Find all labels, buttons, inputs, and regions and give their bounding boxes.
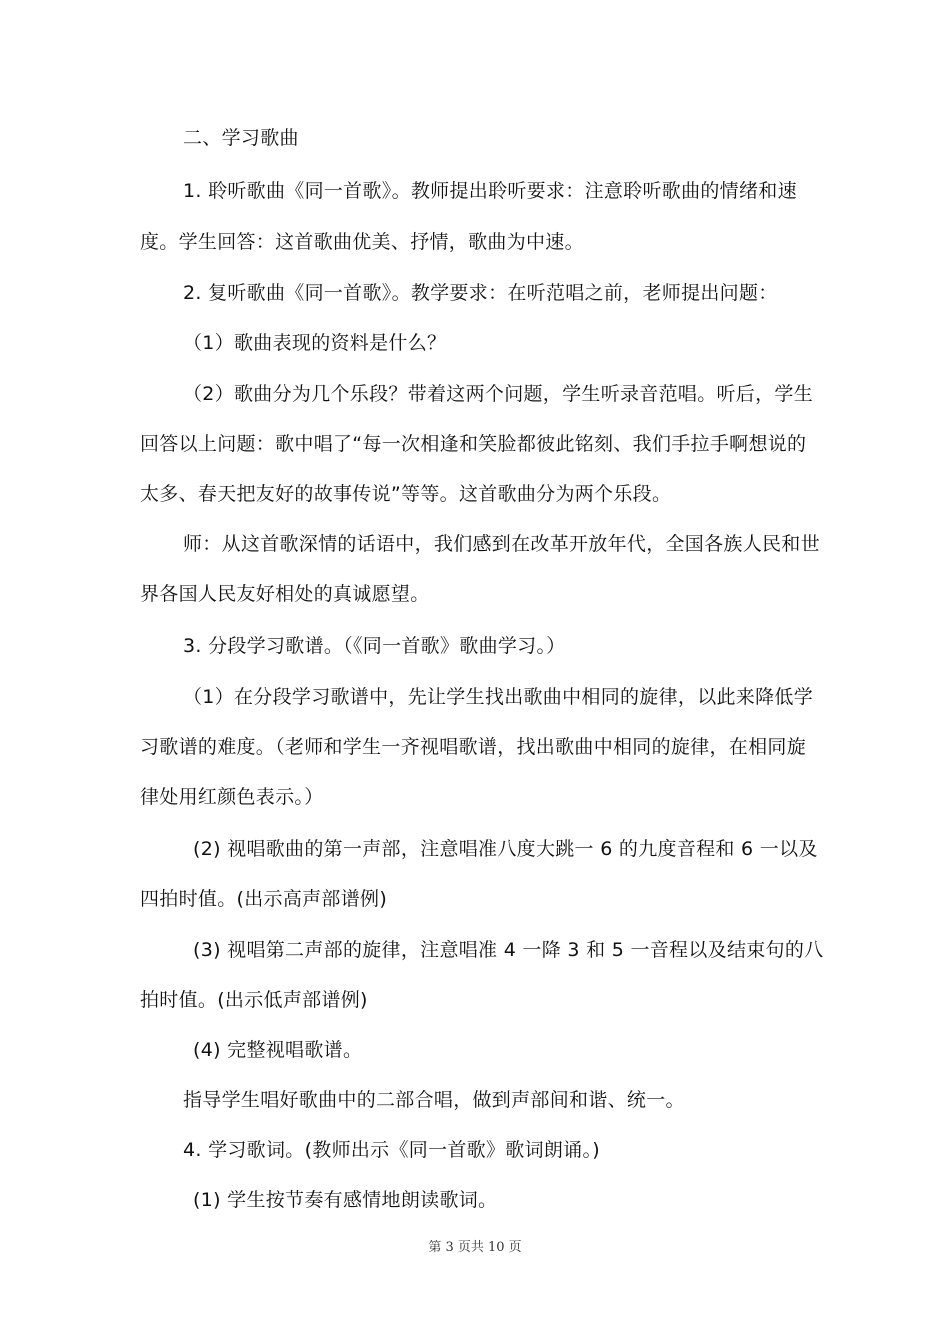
section-heading: 二、学习歌曲 [183, 127, 299, 149]
paragraph-line: （2）歌曲分为几个乐段？带着这两个问题，学生听录音范唱。听后，学生 [183, 383, 813, 405]
paragraph-line: 1. 聆听歌曲《同一首歌》。教师提出聆听要求：注意聆听歌曲的情绪和速 [183, 180, 797, 202]
paragraph-line: (4) 完整视唱歌谱。 [193, 1039, 363, 1061]
paragraph-line: （1）在分段学习歌谱中，先让学生找出歌曲中相同的旋律，以此来降低学 [183, 686, 813, 708]
paragraph-line: 度。学生回答：这首歌曲优美、抒情，歌曲为中速。 [140, 231, 584, 253]
paragraph-line: 师：从这首歌深情的话语中，我们感到在改革开放年代，全国各族人民和世 [183, 533, 820, 555]
paragraph-line: 界各国人民友好相处的真诚愿望。 [140, 583, 430, 605]
paragraph-line: 律处用红颜色表示。） [140, 786, 324, 808]
paragraph-line: （1）歌曲表现的资料是什么？ [183, 332, 447, 354]
paragraph-line: 指导学生唱好歌曲中的二部合唱，做到声部间和谐、统一。 [183, 1089, 685, 1111]
paragraph-line: 太多、春天把友好的故事传说”等等。这首歌曲分为两个乐段。 [140, 483, 672, 505]
paragraph-line: (3) 视唱第二声部的旋律，注意唱准 4 一降 3 和 5 一音程以及结束句的八 [193, 939, 824, 961]
paragraph-line: (1) 学生按节奏有感情地朗读歌词。 [193, 1189, 498, 1211]
paragraph-line: 回答以上问题：歌中唱了“每一次相逢和笑脸都彼此铭刻、我们手拉手啊想说的 [140, 433, 807, 455]
paragraph-line: 习歌谱的难度。（老师和学生一齐视唱歌谱，找出歌曲中相同的旋律，在相同旋 [140, 736, 807, 758]
paragraph-line: 拍时值。(出示低声部谱例) [140, 989, 368, 1011]
paragraph-line: 3. 分段学习歌谱。（《同一首歌》歌曲学习。） [183, 635, 566, 657]
paragraph-line: 四拍时值。(出示高声部谱例) [140, 888, 388, 910]
paragraph-line: 2. 复听歌曲《同一首歌》。教学要求：在听范唱之前，老师提出问题： [183, 282, 778, 304]
paragraph-line: (2) 视唱歌曲的第一声部，注意唱准八度大跳一 6 的九度音程和 6 一以及 [193, 838, 818, 860]
paragraph-line: 4. 学习歌词。(教师出示《同一首歌》歌词朗诵。) [183, 1139, 600, 1161]
page-footer: 第 3 页共 10 页 [428, 1240, 522, 1255]
